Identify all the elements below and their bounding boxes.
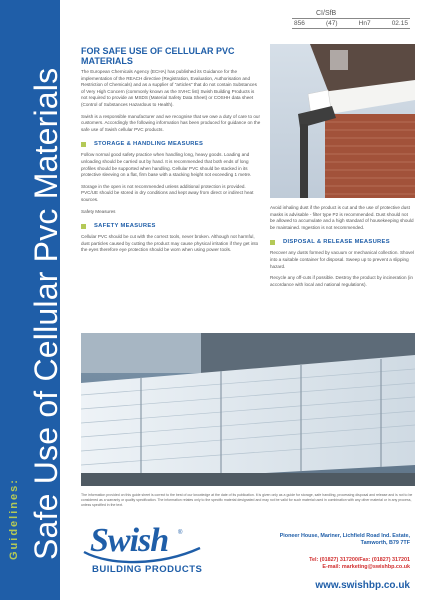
contact-line: E-mail: marketing@swishbp.co.uk xyxy=(322,564,410,570)
section-bullet-icon xyxy=(81,142,86,147)
code-top-label: CI/SfB xyxy=(316,10,337,17)
section-bullet-icon xyxy=(81,224,86,229)
fascia-gutter-photo xyxy=(270,44,415,198)
section-bullet-icon xyxy=(270,240,275,245)
safety-section-heading xyxy=(81,223,261,229)
storage-paragraph: Safety Measures xyxy=(81,208,116,214)
section-title: STORAGE & HANDLING MEASURES xyxy=(94,141,204,148)
code-cell: 856 xyxy=(294,20,305,27)
storage-paragraph: Storage in the open is not recommended unless additional protection is provided. PVC/UE should be stored in dry conditions and kept away from direct or indirect heat sources. xyxy=(81,183,254,202)
disposal-paragraph: Recover any dusts formed by vacuum or mechanical collection. Shovel into a suitable container for disposal. Sweep up to prevent a slipping hazard. xyxy=(270,250,415,269)
logo-trademark: ® xyxy=(178,530,183,536)
storage-paragraph: Follow normal good safety practice when handling long, heavy goods. Loading and unloading should be carried out by hand. It is recommended that both ends of long profiles should be supported when handling. Cellular PVC should be stacked in its protective sleeving on a flat, firm base with a stacking height not exceeding 1 metre. xyxy=(81,152,252,178)
disclaimer-text: The information provided on this guide sheet is correct to the best of our knowledge at the date of its publication. It is given only as a guide for storage, safe handling, processing disposal and release and is not to be considered as a warranty or quality specification. The information relates only to the specific material designated and may not be valid for such material used in combination with any other material or in any process, unless specified in the text. xyxy=(81,493,413,507)
stacked-profiles-photo xyxy=(81,333,415,486)
guidelines-label: Guidelines: xyxy=(8,478,20,560)
logo-subtitle: BUILDING PRODUCTS xyxy=(92,564,203,575)
section-title: DISPOSAL & RELEASE MEASURES xyxy=(283,239,390,246)
sidebar-band xyxy=(0,0,64,600)
right-text-column xyxy=(270,205,414,293)
contact-line: Tel: (01827) 317200/Fax: (01827) 317201 xyxy=(309,557,410,563)
intro-paragraph: The European Chemicals Agency (ECHA) has published its Guidance for the implementation of the REACH directive (Registration, Evaluation, Authorisation and Restriction of Chemicals) and as a supplier of "articles" that do not contain Substances of Very High Concern (commonly known as the SVHC list) Swish Building Products is not required to provide an MSDS (Material Safety Data Sheet) or COSHH data sheet (Control of Substances Hazardous to Health). xyxy=(81,69,257,107)
page-title: FOR SAFE USE OF CELLULAR PVC MATERIALS xyxy=(81,46,235,66)
intro-paragraph: Swish is a responsible manufacturer and we recognise that we owe a duty of care to our customers. Accordingly the following information has been produced for guidance on the safe use of Swish cellular PVC products. xyxy=(81,113,261,132)
disposal-paragraph: Recycle any off-cuts if possible. Destroy the product by incineration (in accordance with local and national regulations). xyxy=(270,275,413,287)
address-line: Tamworth, B79 7TF xyxy=(360,540,410,546)
code-cell: Hn7 xyxy=(358,20,371,27)
company-address xyxy=(230,533,410,547)
fascia-gutter-illustration xyxy=(270,44,415,198)
swish-logo xyxy=(80,522,210,586)
website-link[interactable]: www.swishbp.co.uk xyxy=(315,580,410,591)
logo-wordmark: Swish xyxy=(90,522,169,559)
main-text-column xyxy=(81,46,261,259)
code-cell: 02.15 xyxy=(391,20,408,27)
disposal-section-heading xyxy=(270,239,414,245)
code-row xyxy=(292,18,410,29)
section-title: SAFETY MEASURES xyxy=(94,223,156,230)
storage-section-heading xyxy=(81,141,261,147)
right-paragraph: Avoid inhaling dust if the product is cut and the use of protective dust masks is advisable - filter type P2 is recommended. Dust should not be allowed to accumulate and a high standard of housekeeping should be maintained. Ingestion is not recommended. xyxy=(270,205,414,230)
classification-code-box xyxy=(292,10,410,29)
safety-paragraph: Cellular PVC should be cut with the correct tools, never broken. Although not harmful, dust particles caused by cutting the product may cause physical irritation if they get into the eyes therefore eye protection should be worn when using power tools. xyxy=(81,234,259,253)
vertical-title: Safe Use of Cellular Pvc Materials xyxy=(28,67,64,560)
company-contact xyxy=(220,557,410,571)
stacked-profiles-illustration xyxy=(81,333,415,486)
address-line: Pioneer House, Mariner, Lichfield Road Ind. Estate, xyxy=(279,533,410,539)
code-cell: (47) xyxy=(325,20,338,27)
